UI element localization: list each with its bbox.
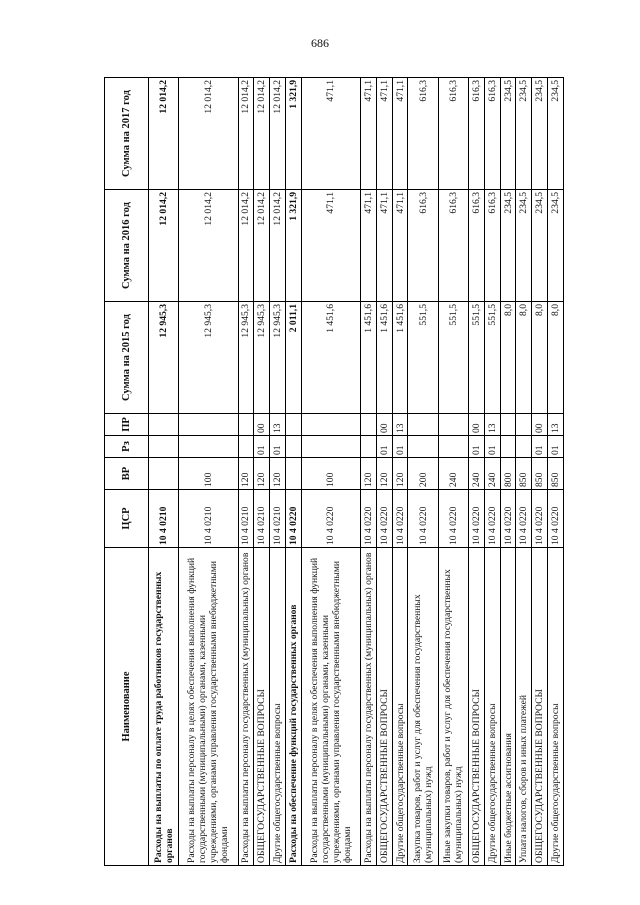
table-header-row — [105, 78, 149, 866]
cell-csr: 10 4 0220 — [516, 490, 532, 548]
cell-sum-2017: 616,3 — [484, 78, 500, 190]
cell-csr: 10 4 0220 — [361, 490, 377, 548]
table-row — [532, 78, 548, 866]
table-row — [548, 78, 564, 866]
cell-sum-2017: 12 014,2 — [238, 78, 254, 190]
cell-vr: 240 — [484, 458, 500, 490]
table-row — [238, 78, 254, 866]
cell-rz — [301, 436, 360, 458]
cell-sum-2015: 12 945,3 — [254, 302, 270, 414]
cell-vr: 850 — [516, 458, 532, 490]
cell-pr — [238, 414, 254, 436]
cell-pr: 00 — [254, 414, 270, 436]
budget-table — [104, 77, 564, 866]
cell-rz — [438, 436, 468, 458]
cell-name: Уплата налогов, сборов и иных платежей — [516, 548, 532, 866]
cell-csr: 10 4 0220 — [285, 490, 301, 548]
cell-rz: 01 — [270, 436, 286, 458]
cell-sum-2016: 12 014,2 — [270, 190, 286, 302]
cell-name: ОБЩЕГОСУДАРСТВЕННЫЕ ВОПРОСЫ — [532, 548, 548, 866]
cell-name: Расходы на выплаты по оплате труда работников государственных органов — [149, 548, 179, 866]
cell-sum-2016: 12 014,2 — [238, 190, 254, 302]
cell-csr: 10 4 0210 — [179, 490, 238, 548]
cell-sum-2015: 8,0 — [548, 302, 564, 414]
cell-vr: 120 — [254, 458, 270, 490]
cell-sum-2017: 234,5 — [532, 78, 548, 190]
cell-sum-2017: 471,1 — [376, 78, 392, 190]
cell-sum-2016: 12 014,2 — [179, 190, 238, 302]
table-row — [484, 78, 500, 866]
cell-sum-2016: 471,1 — [301, 190, 360, 302]
cell-name: Расходы на выплаты персоналу государственных (муниципальных) органов — [361, 548, 377, 866]
cell-sum-2017: 471,1 — [392, 78, 408, 190]
cell-sum-2017: 616,3 — [408, 78, 438, 190]
cell-sum-2016: 471,1 — [392, 190, 408, 302]
table-row — [392, 78, 408, 866]
cell-csr: 10 4 0220 — [376, 490, 392, 548]
cell-sum-2017: 12 014,2 — [270, 78, 286, 190]
cell-vr — [149, 458, 179, 490]
cell-vr: 800 — [500, 458, 516, 490]
page-number: 686 — [311, 36, 329, 50]
cell-pr: 00 — [376, 414, 392, 436]
header-sum-2017: Сумма на 2017 год — [105, 78, 149, 190]
cell-name: Другие общегосударственные вопросы — [392, 548, 408, 866]
cell-vr: 120 — [392, 458, 408, 490]
cell-pr — [301, 414, 360, 436]
cell-rz — [238, 436, 254, 458]
cell-sum-2015: 1 451,6 — [301, 302, 360, 414]
cell-vr: 100 — [301, 458, 360, 490]
cell-sum-2016: 471,1 — [376, 190, 392, 302]
cell-sum-2016: 616,3 — [438, 190, 468, 302]
table-body — [149, 78, 564, 866]
header-name: Наименование — [105, 548, 149, 866]
cell-sum-2015: 8,0 — [532, 302, 548, 414]
cell-vr: 120 — [238, 458, 254, 490]
cell-sum-2015: 8,0 — [500, 302, 516, 414]
cell-vr: 120 — [361, 458, 377, 490]
header-rz: Рз — [105, 436, 149, 458]
cell-name: ОБЩЕГОСУДАРСТВЕННЫЕ ВОПРОСЫ — [254, 548, 270, 866]
header-sum-2016: Сумма на 2016 год — [105, 190, 149, 302]
cell-csr: 10 4 0210 — [270, 490, 286, 548]
cell-sum-2017: 471,1 — [361, 78, 377, 190]
cell-pr: 00 — [469, 414, 485, 436]
cell-sum-2017: 234,5 — [500, 78, 516, 190]
cell-sum-2017: 1 321,9 — [285, 78, 301, 190]
table-row — [179, 78, 238, 866]
cell-csr: 10 4 0220 — [392, 490, 408, 548]
cell-pr — [361, 414, 377, 436]
cell-sum-2016: 616,3 — [469, 190, 485, 302]
cell-sum-2016: 234,5 — [548, 190, 564, 302]
cell-vr: 240 — [438, 458, 468, 490]
table-row — [500, 78, 516, 866]
cell-pr — [500, 414, 516, 436]
cell-csr: 10 4 0220 — [408, 490, 438, 548]
cell-rz — [408, 436, 438, 458]
cell-rz: 01 — [548, 436, 564, 458]
cell-sum-2015: 1 451,6 — [376, 302, 392, 414]
cell-vr: 200 — [408, 458, 438, 490]
cell-vr: 240 — [469, 458, 485, 490]
cell-sum-2015: 12 945,3 — [149, 302, 179, 414]
cell-rz: 01 — [469, 436, 485, 458]
cell-sum-2015: 12 945,3 — [179, 302, 238, 414]
cell-pr — [285, 414, 301, 436]
cell-csr: 10 4 0210 — [238, 490, 254, 548]
cell-sum-2016: 616,3 — [408, 190, 438, 302]
cell-sum-2015: 12 945,3 — [270, 302, 286, 414]
cell-name: ОБЩЕГОСУДАРСТВЕННЫЕ ВОПРОСЫ — [376, 548, 392, 866]
cell-csr: 10 4 0220 — [469, 490, 485, 548]
cell-sum-2016: 12 014,2 — [254, 190, 270, 302]
cell-sum-2015: 2 011,1 — [285, 302, 301, 414]
table-row — [376, 78, 392, 866]
cell-rz — [149, 436, 179, 458]
cell-csr: 10 4 0210 — [254, 490, 270, 548]
cell-rz — [500, 436, 516, 458]
cell-vr: 120 — [376, 458, 392, 490]
cell-sum-2015: 551,5 — [408, 302, 438, 414]
cell-name: Закупка товаров, работ и услуг для обеспечения государственных (муниципальных) нужд — [408, 548, 438, 866]
cell-rz: 01 — [392, 436, 408, 458]
cell-sum-2016: 1 321,9 — [285, 190, 301, 302]
cell-sum-2016: 234,5 — [500, 190, 516, 302]
cell-vr: 120 — [270, 458, 286, 490]
cell-vr: 850 — [548, 458, 564, 490]
header-csr: ЦСР — [105, 490, 149, 548]
cell-pr — [149, 414, 179, 436]
table-row — [149, 78, 179, 866]
cell-name: Другие общегосударственные вопросы — [548, 548, 564, 866]
cell-csr: 10 4 0220 — [548, 490, 564, 548]
cell-pr: 00 — [532, 414, 548, 436]
cell-sum-2017: 12 014,2 — [179, 78, 238, 190]
cell-csr: 10 4 0220 — [500, 490, 516, 548]
cell-name: Расходы на обеспечение функций государственных органов — [285, 548, 301, 866]
header-vr: ВР — [105, 458, 149, 490]
cell-sum-2017: 12 014,2 — [149, 78, 179, 190]
table-row — [469, 78, 485, 866]
cell-pr: 13 — [484, 414, 500, 436]
cell-sum-2016: 234,5 — [516, 190, 532, 302]
cell-csr: 10 4 0220 — [438, 490, 468, 548]
cell-csr: 10 4 0220 — [484, 490, 500, 548]
cell-vr — [285, 458, 301, 490]
cell-rz — [179, 436, 238, 458]
cell-csr: 10 4 0220 — [301, 490, 360, 548]
cell-pr — [179, 414, 238, 436]
cell-sum-2015: 551,5 — [469, 302, 485, 414]
cell-sum-2016: 234,5 — [532, 190, 548, 302]
cell-rz — [516, 436, 532, 458]
header-pr: ПР — [105, 414, 149, 436]
cell-sum-2016: 471,1 — [361, 190, 377, 302]
cell-rz — [361, 436, 377, 458]
cell-name: Другие общегосударственные вопросы — [270, 548, 286, 866]
table-row — [438, 78, 468, 866]
cell-name: Иные бюджетные ассигнования — [500, 548, 516, 866]
cell-vr: 100 — [179, 458, 238, 490]
cell-pr: 13 — [548, 414, 564, 436]
cell-pr: 13 — [270, 414, 286, 436]
cell-csr: 10 4 0220 — [532, 490, 548, 548]
cell-sum-2017: 616,3 — [469, 78, 485, 190]
cell-sum-2016: 616,3 — [484, 190, 500, 302]
cell-name: Другие общегосударственные вопросы — [484, 548, 500, 866]
cell-rz: 01 — [532, 436, 548, 458]
cell-name: Расходы на выплаты персоналу государственных (муниципальных) органов — [238, 548, 254, 866]
cell-sum-2016: 12 014,2 — [149, 190, 179, 302]
table-row — [301, 78, 360, 866]
cell-pr — [516, 414, 532, 436]
cell-sum-2017: 616,3 — [438, 78, 468, 190]
cell-name: Расходы на выплаты персоналу в целях обеспечения выполнения функций государственными (муниципальными) органами, казенными учреждениями, органами управления государственными внебюджетными фондами — [301, 548, 360, 866]
cell-pr — [438, 414, 468, 436]
cell-sum-2015: 551,5 — [484, 302, 500, 414]
table-row — [254, 78, 270, 866]
table-row — [408, 78, 438, 866]
cell-rz: 01 — [484, 436, 500, 458]
table-row — [285, 78, 301, 866]
cell-name: ОБЩЕГОСУДАРСТВЕННЫЕ ВОПРОСЫ — [469, 548, 485, 866]
cell-sum-2015: 8,0 — [516, 302, 532, 414]
header-sum-2015: Сумма на 2015 год — [105, 302, 149, 414]
cell-rz: 01 — [376, 436, 392, 458]
cell-sum-2017: 12 014,2 — [254, 78, 270, 190]
cell-name: Иные закупки товаров, работ и услуг для обеспечения государственных (муниципальных) нужд — [438, 548, 468, 866]
cell-rz — [285, 436, 301, 458]
cell-sum-2015: 12 945,3 — [238, 302, 254, 414]
cell-sum-2017: 471,1 — [301, 78, 360, 190]
rotated-table-container — [104, 78, 564, 866]
cell-rz: 01 — [254, 436, 270, 458]
table-row — [516, 78, 532, 866]
cell-sum-2017: 234,5 — [516, 78, 532, 190]
table-row — [270, 78, 286, 866]
cell-name: Расходы на выплаты персоналу в целях обеспечения выполнения функций государственными (муниципальными) органами, казенными учреждениями, органами управления государственными внебюджетными фондами — [179, 548, 238, 866]
cell-sum-2015: 1 451,6 — [361, 302, 377, 414]
table-row — [361, 78, 377, 866]
cell-csr: 10 4 0210 — [149, 490, 179, 548]
cell-sum-2015: 1 451,6 — [392, 302, 408, 414]
cell-sum-2017: 234,5 — [548, 78, 564, 190]
cell-sum-2015: 551,5 — [438, 302, 468, 414]
cell-vr: 850 — [532, 458, 548, 490]
cell-pr: 13 — [392, 414, 408, 436]
cell-pr — [408, 414, 438, 436]
